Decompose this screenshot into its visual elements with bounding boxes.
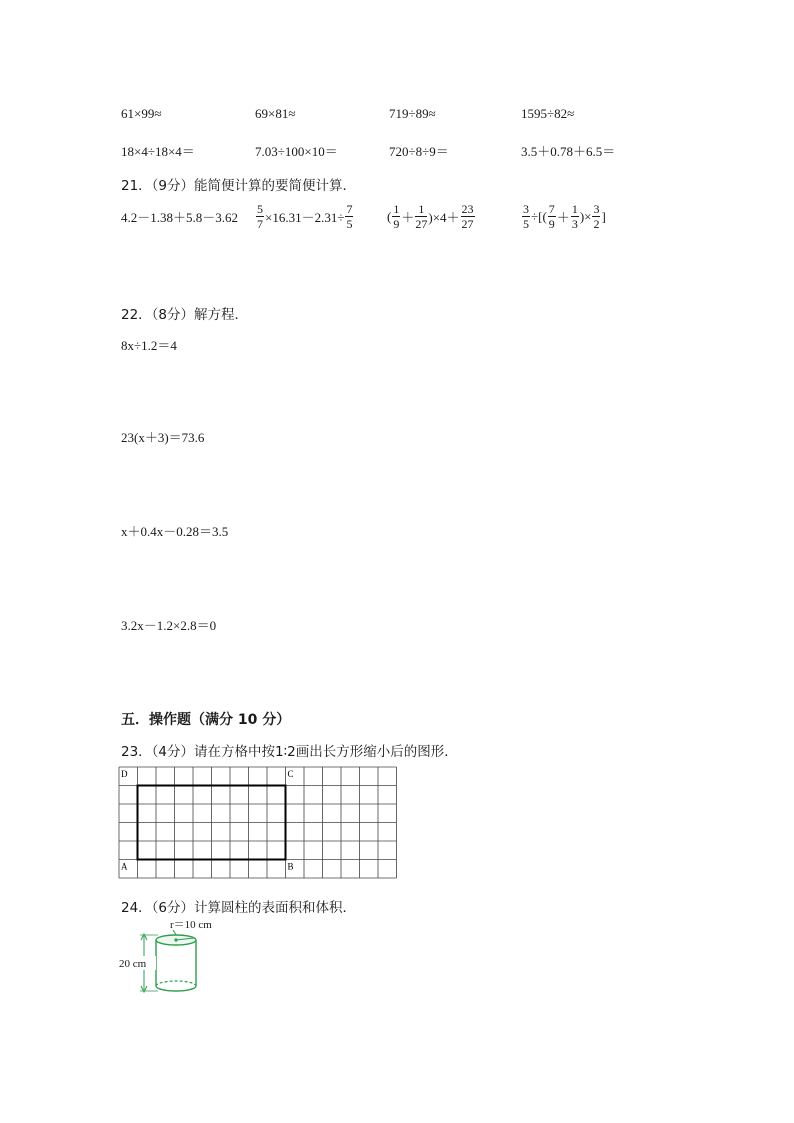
fraction: $\frac{1}{3}$ — [571, 202, 578, 231]
equation-1: 8x÷1.2＝4 — [121, 338, 177, 353]
fraction: $\frac{23}{27}$ — [461, 202, 474, 231]
equation-3: x＋0.4x－0.28＝3.5 — [121, 524, 229, 539]
calc-2: 7.03÷100×10＝ — [255, 144, 338, 159]
label-a: A — [121, 861, 128, 872]
estimate-4: 1595÷82≈ — [521, 106, 575, 121]
section-title: 五．操作题（满分 10 分） — [121, 712, 291, 728]
fraction: $\frac{7}{5}$ — [346, 202, 353, 231]
fraction: $\frac{3}{5}$ — [523, 202, 529, 231]
fraction: $\frac{5}{7}$ — [257, 202, 263, 231]
fraction: $\frac{1}{9}$ — [393, 202, 400, 231]
cylinder-figure — [118, 916, 238, 1000]
equation-4: 3.2x－1.2×2.8＝0 — [121, 618, 217, 633]
cylinder-bottom-front — [156, 986, 196, 991]
q21-expr-1 — [121, 207, 238, 226]
grid-lines — [119, 767, 397, 878]
calc-1: 18×4÷18×4＝ — [121, 144, 195, 159]
fraction: $\frac{7}{9}$ — [548, 202, 555, 231]
calc-4: 3.5＋0.78＋6.5＝ — [521, 144, 616, 159]
radius-label: r＝10 cm — [170, 919, 212, 931]
q21-expr-3: ( $\frac{1}{9}$ ＋ $\frac{1}{27}$ )×4＋ $\frac{23}{27}$ — [387, 202, 474, 231]
cylinder-bottom-back — [156, 981, 196, 986]
q23-title: 23．（4分）请在方格中按1∶2画出长方形缩小后的图形． — [121, 744, 458, 760]
fraction: $\frac{3}{2}$ — [593, 202, 600, 231]
fraction: $\frac{1}{27}$ — [415, 202, 428, 231]
q24-title: 24．（6分）计算圆柱的表面积和体积． — [121, 900, 357, 916]
q21-expr-1-text: 4.2－1.38＋5.8－3.62 — [121, 210, 239, 225]
q22-title: 22．（8分）解方程． — [121, 307, 249, 323]
equation-2: 23(x＋3)＝73.6 — [121, 430, 205, 445]
estimate-2: 69×81≈ — [255, 106, 296, 121]
q21-title: 21．（9分）能简便计算的要简便计算． — [121, 178, 357, 194]
calc-3: 720÷8÷9＝ — [389, 144, 449, 159]
q21-expr-2: $\frac{5}{7}$ ×16.31－2.31÷ $\frac{7}{5}$ — [257, 202, 353, 231]
q21-expr-4: $\frac{3}{5}$ ÷[( $\frac{7}{9}$ ＋ $\frac{1}{3}$ )× $\frac{3}{2}$ ] — [523, 202, 606, 231]
label-d: D — [121, 769, 128, 779]
grid-figure — [118, 766, 402, 884]
estimate-3: 719÷89≈ — [389, 106, 436, 121]
label-b: B — [287, 861, 294, 872]
label-c: C — [287, 769, 294, 779]
height-label: 20 cm — [119, 958, 147, 970]
estimate-1: 61×99≈ — [121, 106, 162, 121]
